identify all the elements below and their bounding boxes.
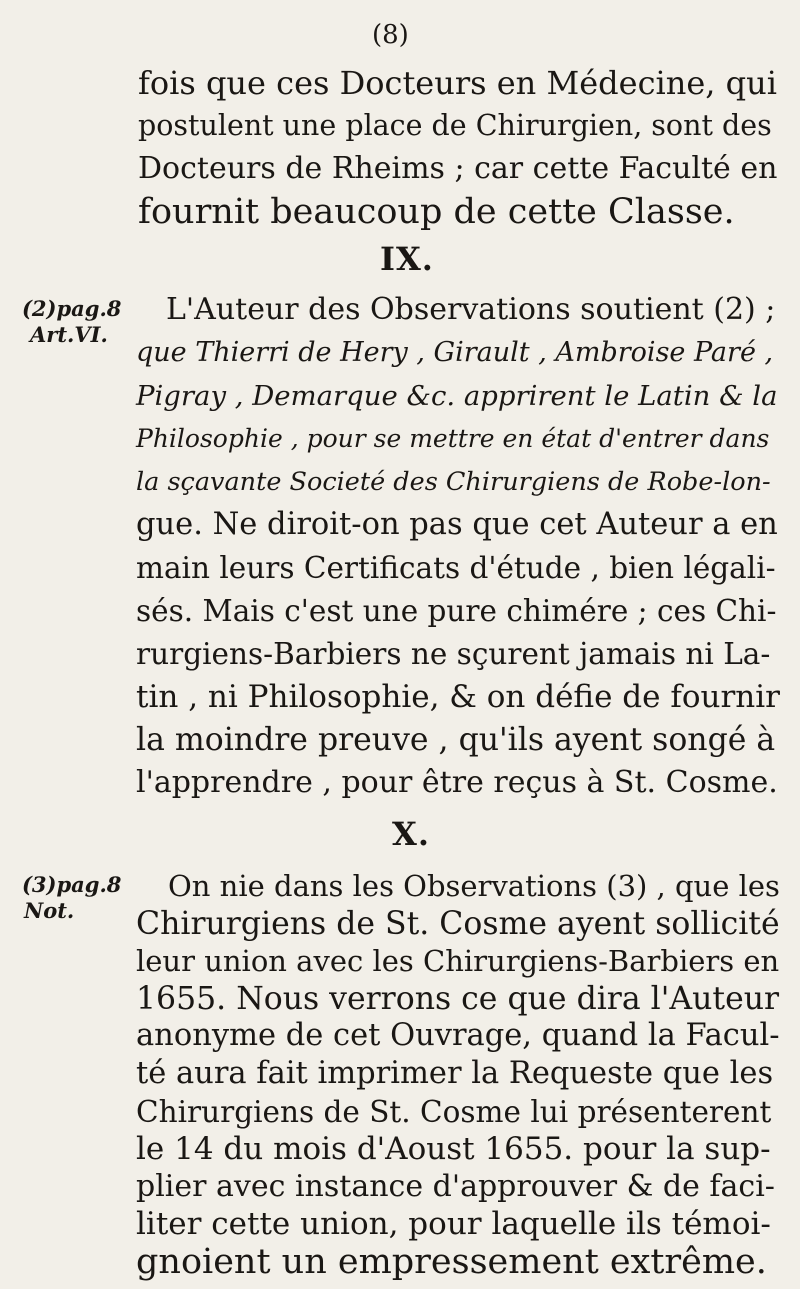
text-line: Pigray , Demarque &c. apprirent le Latin & la bbox=[136, 380, 778, 412]
text-line: Chirurgiens de St. Cosme ayent sollicité bbox=[136, 906, 780, 942]
text-line: postulent une place de Chirurgien, sont des bbox=[138, 109, 772, 142]
text-line: gue. Ne diroit-on pas que cet Auteur a en bbox=[136, 507, 778, 542]
margin-note-3-ref: Not. bbox=[24, 898, 75, 923]
text-line: Docteurs de Rheims ; car cette Faculté en bbox=[138, 151, 778, 186]
text-line: que Thierri de Hery , Girault , Ambroise Paré , bbox=[136, 337, 774, 368]
text-line: On nie dans les Observations (3) , que les bbox=[168, 869, 780, 903]
text-line: sés. Mais c'est une pure chimére ; ces Chi- bbox=[136, 594, 777, 628]
section-heading-ix: IX. bbox=[380, 240, 434, 278]
text-line: main leurs Certificats d'étude , bien légali- bbox=[136, 551, 776, 585]
margin-note-3: (3)pag.8 bbox=[22, 872, 122, 897]
text-line: fournit beaucoup de cette Classe. bbox=[138, 192, 735, 232]
text-line: liter cette union, pour laquelle ils témoi- bbox=[136, 1206, 771, 1242]
text-line: l'apprendre , pour être reçus à St. Cosme. bbox=[136, 765, 778, 800]
text-line: Chirurgiens de St. Cosme lui présenterent bbox=[136, 1095, 772, 1129]
text-line: leur union avec les Chirurgiens-Barbiers en bbox=[136, 944, 780, 978]
text-line: tin , ni Philosophie, & on défie de fournir bbox=[136, 679, 780, 715]
margin-note-2-ref: Art.VI. bbox=[30, 322, 108, 347]
text-line: rurgiens-Barbiers ne sçurent jamais ni La- bbox=[136, 637, 771, 671]
section-heading-x: X. bbox=[392, 815, 430, 853]
text-line: Philosophie , pour se mettre en état d'entrer dans bbox=[136, 424, 770, 453]
margin-note-2: (2)pag.8 bbox=[22, 296, 122, 321]
text-line: fois que ces Docteurs en Médecine, qui bbox=[138, 64, 777, 102]
text-line: la sçavante Societé des Chirurgiens de Robe-lon- bbox=[136, 467, 771, 497]
text-line: le 14 du mois d'Aoust 1655. pour la sup- bbox=[136, 1131, 771, 1167]
text-line: 1655. Nous verrons ce que dira l'Auteur bbox=[136, 981, 780, 1017]
text-line: plier avec instance d'approuver & de faci- bbox=[136, 1169, 775, 1204]
text-line: anonyme de cet Ouvrage, quand la Facul- bbox=[136, 1018, 780, 1053]
text-line: L'Auteur des Observations soutient (2) ; bbox=[166, 292, 776, 327]
text-line: gnoient un empressement extrême. bbox=[136, 1242, 767, 1282]
text-line: la moindre preuve , qu'ils ayent songé à bbox=[136, 722, 776, 758]
text-line: té aura fait imprimer la Requeste que les bbox=[136, 1056, 774, 1091]
page-number: (8) bbox=[372, 20, 409, 50]
